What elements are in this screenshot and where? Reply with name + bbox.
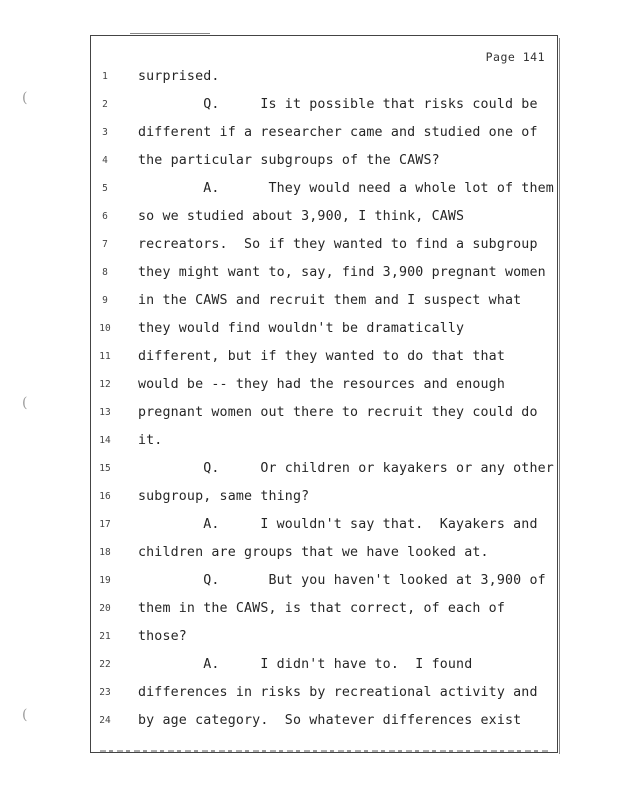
line-number: 20 — [99, 603, 111, 614]
hole-punch-mark-middle: ( — [22, 395, 28, 411]
transcript-line: those? — [138, 629, 187, 644]
transcript-line: Q. But you haven't looked at 3,900 of — [138, 573, 546, 588]
transcript-line: A. They would need a whole lot of them — [138, 181, 554, 196]
transcript-line: would be -- they had the resources and enough — [138, 377, 505, 392]
transcript-line: they would find wouldn't be dramatically — [138, 321, 465, 336]
line-number: 10 — [99, 323, 111, 334]
line-number: 1 — [102, 71, 108, 82]
line-number: 11 — [99, 351, 111, 362]
transcript-line: subgroup, same thing? — [138, 489, 310, 504]
line-number: 12 — [99, 379, 111, 390]
line-number: 2 — [102, 99, 108, 110]
bottom-scan-artifact — [100, 750, 550, 752]
hole-punch-mark-bottom: ( — [22, 707, 28, 723]
line-number: 19 — [99, 575, 111, 586]
line-number: 13 — [99, 407, 111, 418]
transcript-line: Q. Is it possible that risks could be — [138, 97, 538, 112]
hole-punch-mark-top: ( — [22, 90, 28, 106]
line-number: 8 — [102, 267, 108, 278]
transcript-line: A. I wouldn't say that. Kayakers and — [138, 517, 538, 532]
line-number: 3 — [102, 127, 108, 138]
line-number: 17 — [99, 519, 111, 530]
transcript-line: by age category. So whatever differences exist — [138, 713, 522, 728]
line-number: 4 — [102, 155, 108, 166]
line-number: 24 — [99, 715, 111, 726]
top-rule — [130, 33, 210, 34]
transcript-line: different if a researcher came and studied one of — [138, 125, 538, 140]
transcript-line: them in the CAWS, is that correct, of each of — [138, 601, 505, 616]
line-number: 18 — [99, 547, 111, 558]
transcript-page — [90, 35, 558, 753]
line-number: 21 — [99, 631, 111, 642]
line-number: 23 — [99, 687, 111, 698]
line-number: 14 — [99, 435, 111, 446]
line-number: 22 — [99, 659, 111, 670]
transcript-line: different, but if they wanted to do that that — [138, 349, 505, 364]
line-number: 16 — [99, 491, 111, 502]
transcript-line: the particular subgroups of the CAWS? — [138, 153, 440, 168]
line-number: 15 — [99, 463, 111, 474]
transcript-line: children are groups that we have looked at. — [138, 545, 489, 560]
transcript-line: pregnant women out there to recruit they could do — [138, 405, 538, 420]
transcript-line: they might want to, say, find 3,900 pregnant women — [138, 265, 546, 280]
line-number: 7 — [102, 239, 108, 250]
line-number: 5 — [102, 183, 108, 194]
transcript-line: A. I didn't have to. I found — [138, 657, 473, 672]
transcript-line: Q. Or children or kayakers or any other — [138, 461, 554, 476]
transcript-line: surprised. — [138, 69, 220, 84]
transcript-line: differences in risks by recreational activity and — [138, 685, 538, 700]
transcript-line: it. — [138, 433, 163, 448]
line-number: 6 — [102, 211, 108, 222]
page-number: Page 141 — [485, 50, 545, 64]
transcript-line: so we studied about 3,900, I think, CAWS — [138, 209, 465, 224]
transcript-line: recreators. So if they wanted to find a subgroup — [138, 237, 538, 252]
line-number: 9 — [102, 295, 108, 306]
transcript-line: in the CAWS and recruit them and I suspect what — [138, 293, 522, 308]
